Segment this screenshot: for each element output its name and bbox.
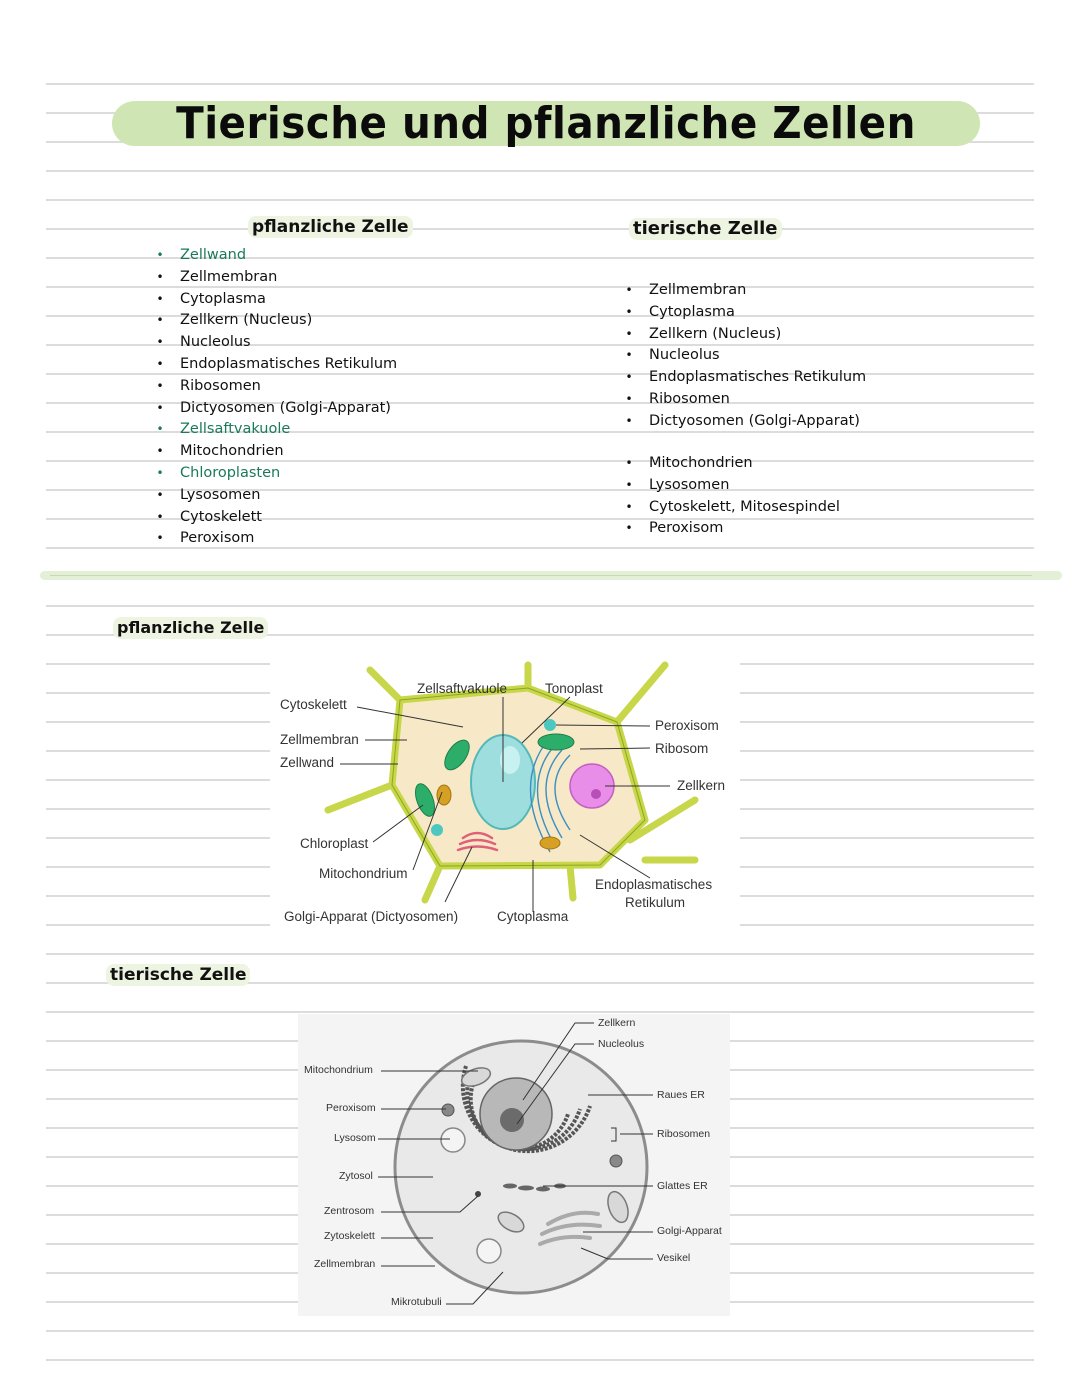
list-item-label: Dictyosomen (Golgi-Apparat) (180, 399, 391, 416)
label-lysosom: Lysosom (334, 1132, 376, 1144)
ruled-line (46, 1359, 1034, 1361)
bullet-icon: • (156, 465, 164, 480)
list-item (155, 463, 397, 485)
label-vesikel: Vesikel (657, 1252, 691, 1264)
label-glattes-er: Glattes ER (657, 1180, 708, 1192)
section-divider (40, 571, 1062, 580)
list-item (624, 497, 840, 519)
label-cytoskelett: Cytoskelett (280, 697, 347, 712)
label-er-line1: Endoplasmatisches (595, 877, 713, 892)
bullet-icon: • (156, 269, 164, 284)
list-item (155, 528, 397, 550)
plant-cell-diagram (270, 660, 740, 930)
bullet-icon: • (156, 531, 164, 546)
animal-list-heading: tierische Zelle (629, 218, 782, 240)
ruled-line (46, 1011, 1034, 1013)
animal-cell-illustration (298, 1014, 730, 1316)
list-item (155, 398, 397, 420)
label-chloroplast: Chloroplast (300, 836, 369, 851)
bullet-icon: • (625, 304, 633, 319)
plant-list-heading: pflanzliche Zelle (248, 216, 413, 238)
list-item (624, 453, 840, 475)
list-item (155, 376, 397, 398)
page-title: Tierische und pflanzliche Zellen (176, 98, 916, 149)
list-item-label: Cytoplasma (180, 290, 266, 307)
label-zytosol: Zytosol (339, 1170, 373, 1182)
list-item-label: Cytoskelett (180, 508, 262, 525)
ruled-line (46, 170, 1034, 172)
list-item-label: Cytoskelett, Mitosespindel (649, 498, 840, 515)
list-item (155, 289, 397, 311)
label-zellmembran: Zellmembran (280, 732, 359, 747)
label-golgi: Golgi-Apparat (Dictyosomen) (284, 909, 459, 924)
bullet-icon: • (156, 248, 164, 262)
list-item (624, 367, 866, 389)
list-item (624, 411, 866, 433)
label-ribosom: Ribosom (655, 741, 709, 756)
bullet-icon: • (625, 521, 633, 536)
list-item (155, 332, 397, 354)
ruled-line (46, 953, 1034, 955)
list-item-label: Nucleolus (649, 347, 720, 364)
plant-organelle-list (155, 245, 397, 550)
bullet-icon: • (156, 378, 164, 393)
label-zellkern: Zellkern (677, 778, 726, 793)
bullet-icon: • (156, 422, 164, 437)
label-mitochondrium: Mitochondrium (319, 866, 408, 881)
list-item-label: Nucleolus (180, 334, 251, 351)
animal-diagram-heading: tierische Zelle (106, 964, 250, 986)
label-cytoplasma: Cytoplasma (497, 909, 569, 924)
list-item-label: Lysosomen (180, 486, 261, 503)
list-item (624, 475, 840, 497)
ruled-line (46, 199, 1034, 201)
ruled-line (46, 1330, 1034, 1332)
list-item-label: Cytoplasma (649, 303, 735, 320)
label-zytoskelett: Zytoskelett (324, 1230, 375, 1242)
list-item (624, 518, 840, 540)
animal-organelle-list-1 (624, 280, 866, 433)
list-item-label: Mitochondrien (180, 443, 284, 460)
plant-diagram-heading: pflanzliche Zelle (113, 617, 268, 639)
list-item-label: Mitochondrien (649, 455, 753, 471)
list-item-label: Peroxisom (180, 530, 255, 547)
bullet-icon: • (156, 509, 164, 524)
label-ribosomen: Ribosomen (657, 1128, 711, 1140)
list-item-label: Zellmembran (180, 268, 278, 285)
bullet-icon: • (625, 283, 633, 297)
list-item (155, 441, 397, 463)
bullet-icon: • (156, 400, 164, 415)
label-raues-er: Raues ER (657, 1089, 705, 1101)
list-item (624, 302, 866, 324)
list-item-label: Ribosomen (649, 390, 730, 407)
bullet-icon: • (625, 391, 633, 406)
label-mitochondrium: Mitochondrium (304, 1064, 373, 1076)
list-item (155, 354, 397, 376)
list-item-label: Lysosomen (649, 476, 730, 493)
list-item (155, 507, 397, 529)
list-item (624, 280, 866, 302)
label-er-line2: Retikulum (625, 895, 686, 910)
bullet-icon: • (156, 291, 164, 306)
label-zellkern: Zellkern (598, 1017, 636, 1029)
list-item-label: Ribosomen (180, 377, 261, 394)
bullet-icon: • (156, 487, 164, 502)
animal-organelle-list-2 (624, 453, 840, 540)
label-zellwand: Zellwand (280, 755, 335, 770)
label-peroxisom: Peroxisom (326, 1102, 376, 1114)
bullet-icon: • (625, 477, 633, 492)
label-peroxisom: Peroxisom (655, 718, 719, 733)
bullet-icon: • (156, 313, 164, 328)
list-item-label: Zellwand (180, 247, 247, 263)
list-item-label: Zellmembran (649, 282, 747, 298)
list-item (624, 345, 866, 367)
list-item-label: Zellkern (Nucleus) (180, 312, 313, 329)
list-item-label: Zellkern (Nucleus) (649, 325, 782, 342)
list-item-label: Zellsaftvakuole (180, 421, 291, 438)
list-item (155, 310, 397, 332)
label-zellmembran: Zellmembran (314, 1258, 376, 1270)
bullet-icon: • (625, 326, 633, 341)
label-zentrosom: Zentrosom (324, 1205, 375, 1217)
bullet-icon: • (156, 356, 164, 371)
list-item-label: Chloroplasten (180, 464, 281, 481)
label-zellsaftvakuole: Zellsaftvakuole (417, 681, 508, 696)
list-item (624, 324, 866, 346)
label-tonoplast: Tonoplast (545, 681, 603, 696)
bullet-icon: • (625, 456, 633, 470)
bullet-icon: • (625, 413, 633, 428)
label-nucleolus: Nucleolus (598, 1038, 645, 1050)
list-item-label: Peroxisom (649, 520, 724, 537)
list-item (155, 267, 397, 289)
list-item (155, 419, 397, 441)
list-item-label: Dictyosomen (Golgi-Apparat) (649, 412, 860, 429)
bullet-icon: • (625, 370, 633, 385)
label-mikrotubuli: Mikrotubuli (391, 1296, 442, 1308)
ruled-line (46, 83, 1034, 85)
bullet-icon: • (156, 444, 164, 459)
animal-cell-diagram (298, 1014, 730, 1316)
list-item (624, 389, 866, 411)
list-item-label: Endoplasmatisches Retikulum (180, 355, 398, 372)
list-item-label: Endoplasmatisches Retikulum (649, 369, 867, 386)
list-item (155, 245, 397, 267)
bullet-icon: • (156, 335, 164, 350)
ruled-line (46, 228, 1034, 230)
ruled-line (46, 605, 1034, 607)
list-item (155, 485, 397, 507)
bullet-icon: • (625, 499, 633, 514)
label-golgi: Golgi-Apparat (657, 1225, 722, 1237)
bullet-icon: • (625, 348, 633, 363)
